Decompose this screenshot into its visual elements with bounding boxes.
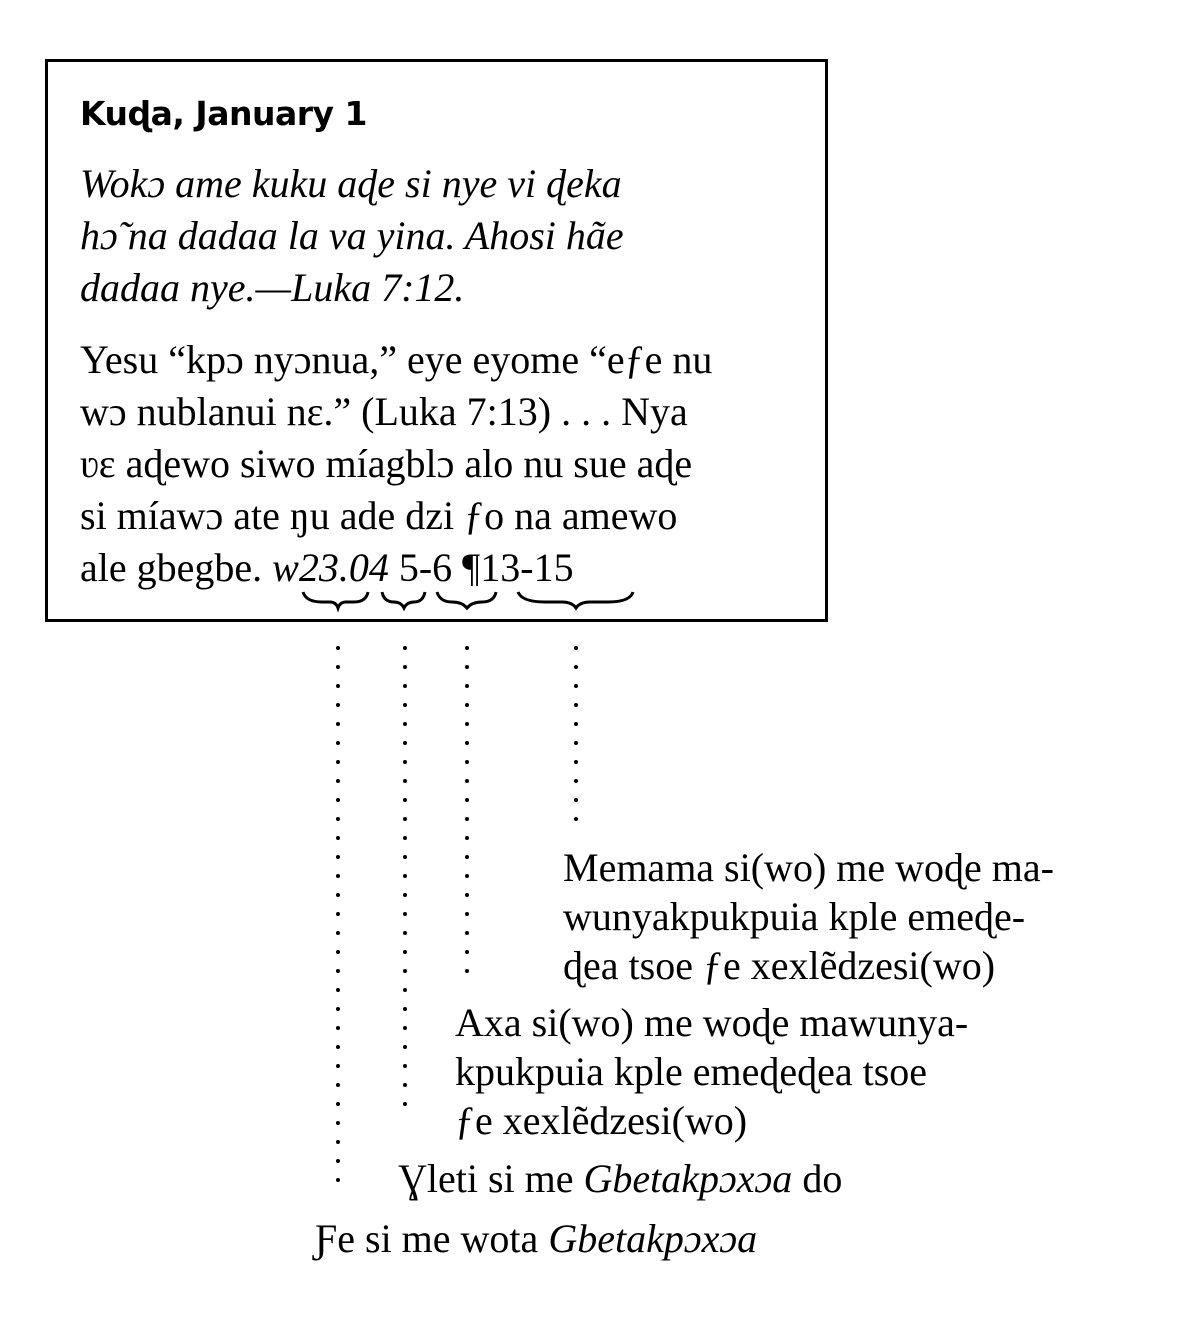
body-line: ʋɛ aɖewo siwo míagblɔ alo nu sue aɖe: [80, 441, 693, 486]
body-line: si míawɔ ate ŋu ade dzi ƒo na amewo: [80, 493, 678, 538]
body-text: ale gbegbe.: [80, 545, 263, 590]
body-line: Yesu “kpɔ nyɔnua,” eye eyome “eƒe nu: [80, 337, 713, 382]
reference-pages: 5-6: [398, 545, 453, 590]
issue-text: Ɣleti si me: [398, 1156, 584, 1201]
issue-text-suffix: do: [792, 1156, 843, 1201]
year-text: Ƒe si me wota: [315, 1216, 549, 1261]
brace-publication: [303, 592, 368, 608]
reference-paragraphs: ¶13-15: [462, 545, 574, 590]
card-heading: Kuɖa, January 1: [80, 94, 367, 133]
reference-publication: w23.04: [272, 545, 389, 590]
verse-line: hɔ̃ na dadaa la va yina. Ahosi hãe: [80, 213, 624, 258]
issue-annotation: [398, 1153, 842, 1205]
brace-issue: [382, 592, 425, 608]
paragraphs-annotation-line: wunyakpukpuia kple emeɖe-: [563, 894, 1026, 939]
paragraphs-annotation-line: ɖea tsoe ƒe xexlẽdzesi(wo): [563, 943, 996, 988]
brace-paragraphs: [518, 592, 633, 608]
paragraphs-annotation-line: Memama si(wo) me woɖe ma-: [563, 845, 1054, 890]
body-line: wɔ nublanui nɛ.” (Luka 7:13) . . . Nya: [80, 389, 688, 434]
pages-annotation-line: Axa si(wo) me woɖe mawunya-: [455, 1000, 969, 1045]
brace-pages: [437, 592, 496, 608]
pages-annotation-line: kpukpuia kple emeɖeɖea tsoe: [455, 1049, 928, 1094]
verse-line: Wokɔ ame kuku aɖe si nye vi ɖeka: [80, 161, 622, 206]
year-annotation: [315, 1213, 757, 1265]
verse-line: dadaa nye.—Luka 7:12.: [80, 265, 465, 310]
issue-magazine-name: Gbetakpɔxɔa: [583, 1156, 793, 1201]
pages-annotation-line: ƒe xexlẽdzesi(wo): [455, 1098, 748, 1143]
year-magazine-name: Gbetakpɔxɔa: [548, 1216, 758, 1261]
